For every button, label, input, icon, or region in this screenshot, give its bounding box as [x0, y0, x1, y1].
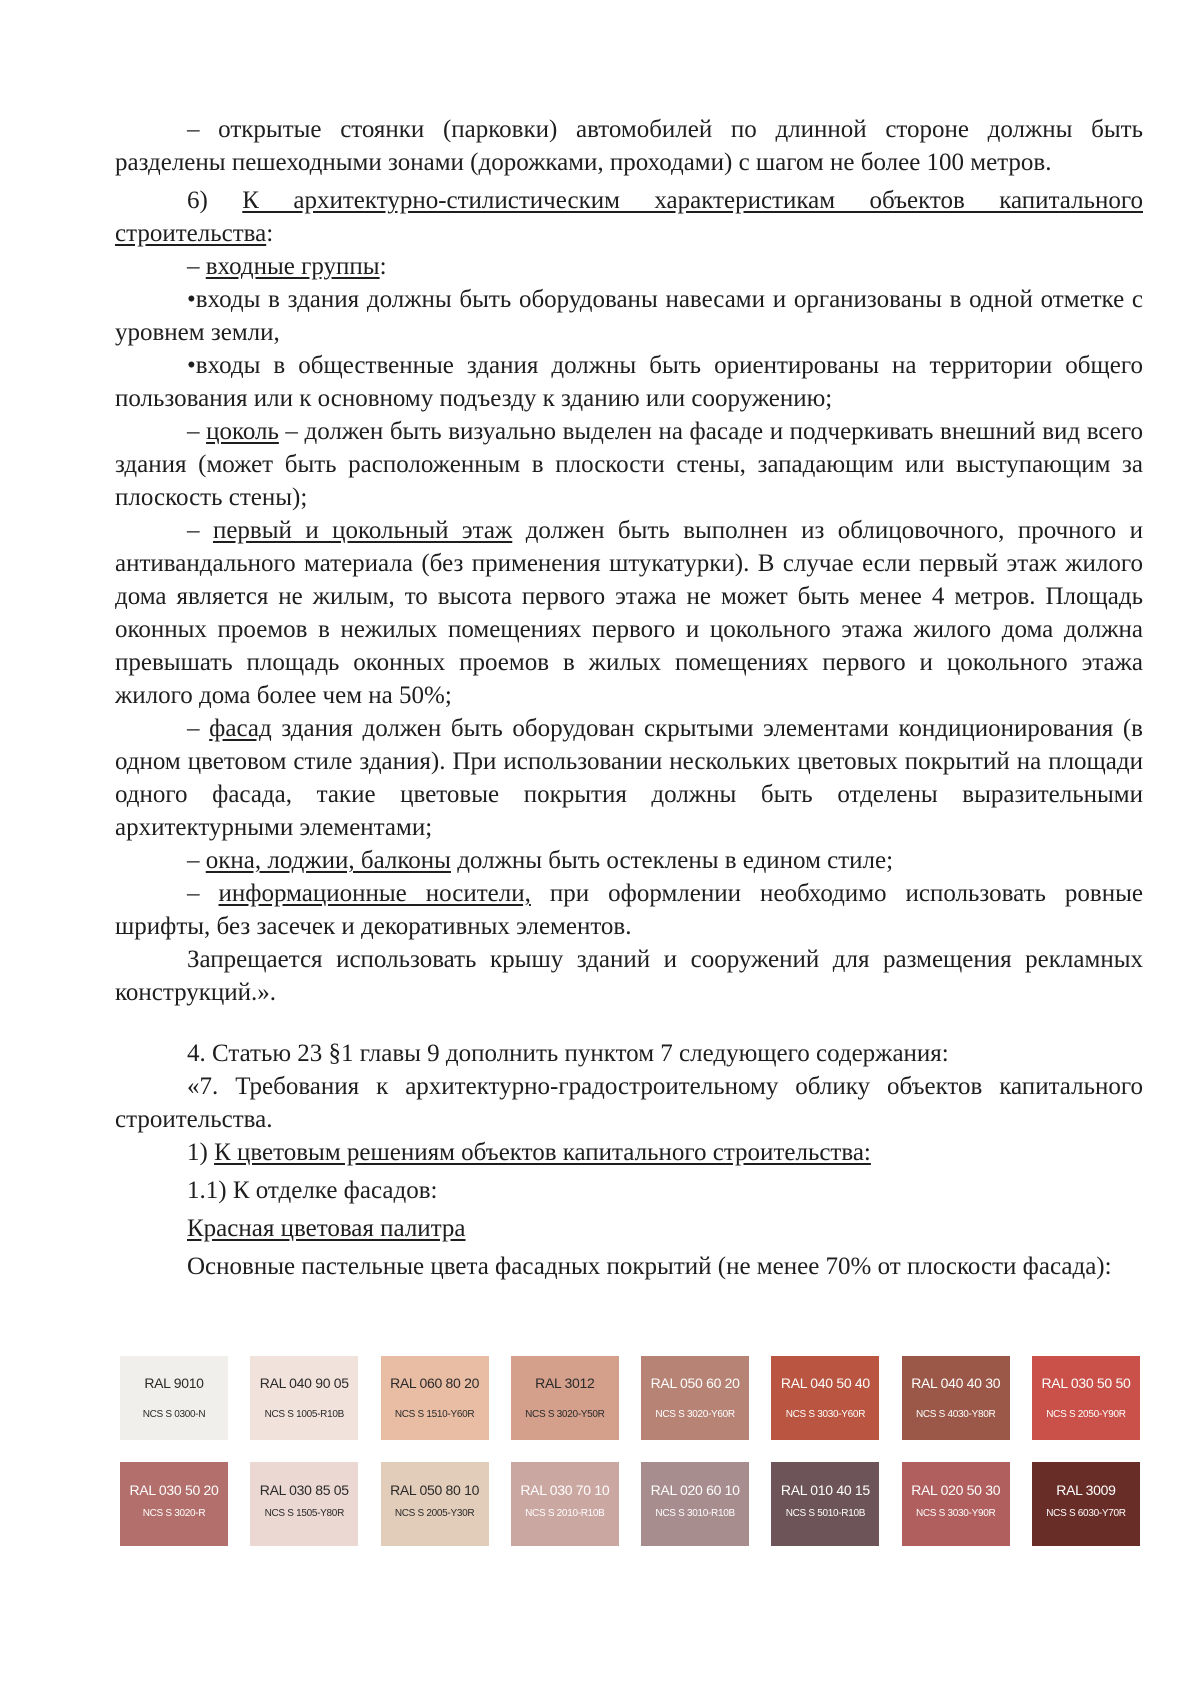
palette-row-1 — [120, 1356, 1140, 1440]
paragraph-requirements-7: «7. Требования к архитектурно-градостроительному облику объектов капитального строительства. — [115, 1073, 1143, 1133]
ncs-code: NCS S 1505-Y80R — [264, 1508, 344, 1519]
ral-code: RAL 020 60 10 — [650, 1482, 740, 1498]
ral-code: RAL 040 40 30 — [911, 1375, 1001, 1391]
first-floor-text: должен быть выполнен из облицовочного, прочного и антивандального материала (без применения штукатурки). В случае если первый этаж жилого дома является не жилым, то высота первого этажа не может быть менее 4 метров. Площадь оконных проемов в нежилых помещениях первого и цокольного этажа жилого дома должна превышать площадь оконных проемов в жилых помещениях первого и цокольного этажа жилого дома более чем на 50%; — [115, 517, 1143, 709]
entrance-groups-term: входные группы — [205, 253, 380, 280]
ncs-code: NCS S 0300-N — [142, 1409, 206, 1420]
information-carriers-text: при оформлении необходимо использовать ровные шрифты, без засечек и декоративных элементов. — [115, 880, 1143, 940]
color-swatch — [511, 1356, 619, 1440]
ncs-code: NCS S 3020-R — [142, 1508, 206, 1519]
document-body — [115, 113, 1143, 1283]
color-swatch — [120, 1356, 228, 1440]
dash: – — [187, 880, 219, 907]
ncs-code: NCS S 1510-Y60R — [394, 1409, 475, 1420]
ncs-code: NCS S 3020-Y50R — [525, 1409, 605, 1420]
red-palette-heading: Красная цветовая палитра — [187, 1215, 466, 1242]
color-swatch — [902, 1356, 1010, 1440]
windows-term: окна, лоджии, балконы — [205, 847, 451, 874]
ral-code: RAL 040 90 05 — [259, 1375, 349, 1391]
ncs-code: NCS S 4030-Y80R — [915, 1409, 996, 1420]
bullet-entrances-public: •входы в общественные здания должны быть ориентированы на территории общего пользования или к основному подъезду к зданию или сооружению; — [115, 352, 1143, 412]
color-swatch — [771, 1462, 879, 1546]
ral-code: RAL 9010 — [144, 1375, 204, 1391]
ncs-code: NCS S 2010-R10B — [525, 1508, 605, 1519]
ncs-code: NCS S 2050-Y90R — [1046, 1409, 1126, 1420]
dash: – — [187, 253, 206, 280]
dash: – — [187, 418, 207, 445]
colon: : — [379, 253, 387, 280]
dash: – — [187, 517, 213, 544]
color-swatch — [250, 1462, 358, 1546]
ral-code: RAL 3012 — [535, 1375, 595, 1391]
paragraph-information-carriers — [115, 877, 1143, 943]
paragraph-first-floor — [115, 514, 1143, 712]
color-swatch — [1032, 1356, 1140, 1440]
color-swatch — [250, 1356, 358, 1440]
color-swatch — [902, 1462, 1010, 1546]
color-swatch — [120, 1462, 228, 1546]
facade-text: здания должен быть оборудован скрытыми элементами кондиционирования (в одном цветовом стиле здания). При использовании нескольких цветовых покрытий на площади одного фасада, такие цветовые покрытия должны быть отделены выразительными архитектурными элементами; — [115, 715, 1143, 841]
ral-code: RAL 060 80 20 — [390, 1375, 480, 1391]
dash: – — [187, 715, 210, 742]
ncs-code: NCS S 3010-R10B — [655, 1508, 735, 1519]
plinth-text: – должен быть визуально выделен на фасаде и подчеркивать внешний вид всего здания (может быть расположенным в плоскости стены, западающим или выступающим за плоскость стены); — [115, 418, 1143, 511]
ncs-code: NCS S 2005-Y30R — [394, 1508, 475, 1519]
item-number: 1) — [187, 1139, 215, 1166]
ral-code: RAL 040 50 40 — [780, 1375, 870, 1391]
paragraph-facade-finishing: 1.1) К отделке фасадов: — [187, 1177, 438, 1204]
ral-code: RAL 3009 — [1056, 1482, 1116, 1498]
paragraph-roof-ban: Запрещается использовать крышу зданий и сооружений для размещения рекламных конструкций.». — [115, 946, 1143, 1006]
first-floor-term: первый и цокольный этаж — [212, 517, 513, 544]
ral-code: RAL 030 50 20 — [129, 1482, 219, 1498]
color-swatch — [771, 1356, 879, 1440]
ral-code: RAL 030 70 10 — [520, 1482, 610, 1498]
paragraph-entrance-groups — [115, 250, 1143, 283]
ncs-code: NCS S 3020-Y60R — [655, 1409, 735, 1420]
ral-code: RAL 010 40 15 — [780, 1482, 870, 1498]
paragraph-color-solutions — [115, 1136, 1143, 1169]
paragraph-facade — [115, 712, 1143, 844]
color-swatch — [1032, 1462, 1140, 1546]
paragraph-red-palette — [115, 1212, 1143, 1245]
bullet-entrances-canopies: •входы в здания должны быть оборудованы навесами и организованы в одной отметке с уровнем земли, — [115, 286, 1143, 346]
paragraph-plinth — [115, 415, 1143, 514]
ncs-code: NCS S 3030-Y60R — [785, 1409, 866, 1420]
paragraph-pastel-colors: Основные пастельные цвета фасадных покрытий (не менее 70% от плоскости фасада): — [187, 1253, 1112, 1280]
color-swatch — [641, 1356, 749, 1440]
palette-row-2 — [120, 1462, 1140, 1546]
dash: – — [187, 847, 206, 874]
section-6-colon: : — [266, 220, 274, 247]
color-swatch — [381, 1356, 489, 1440]
paragraph-parking: – открытые стоянки (парковки) автомобилей по длинной стороне должны быть разделены пешеходными зонами (дорожками, проходами) с шагом не более 100 метров. — [115, 116, 1143, 176]
information-carriers-term: информационные носители, — [218, 880, 531, 907]
ncs-code: NCS S 6030-Y70R — [1046, 1508, 1126, 1519]
ral-code: RAL 020 50 30 — [911, 1482, 1001, 1498]
plinth-term: цоколь — [206, 418, 279, 445]
color-palette — [120, 1356, 1140, 1546]
section-6-number: 6) — [187, 187, 243, 214]
ncs-code: NCS S 3030-Y90R — [915, 1508, 996, 1519]
color-solutions-heading: К цветовым решениям объектов капитального строительства: — [214, 1139, 871, 1166]
ral-code: RAL 030 85 05 — [259, 1482, 349, 1498]
ral-code: RAL 030 50 50 — [1041, 1375, 1131, 1391]
ral-code: RAL 050 80 10 — [390, 1482, 480, 1498]
paragraph-article-23: 4. Статью 23 §1 главы 9 дополнить пунктом 7 следующего содержания: — [187, 1040, 949, 1067]
ncs-code: NCS S 1005-R10B — [264, 1409, 344, 1420]
color-swatch — [641, 1462, 749, 1546]
paragraph-windows — [115, 844, 1143, 877]
color-swatch — [381, 1462, 489, 1546]
paragraph-gap — [115, 1009, 1143, 1037]
facade-term: фасад — [209, 715, 272, 742]
ncs-code: NCS S 5010-R10B — [785, 1508, 866, 1519]
windows-text: должны быть остеклены в едином стиле; — [450, 847, 894, 874]
paragraph-section-6 — [115, 184, 1143, 250]
color-swatch — [511, 1462, 619, 1546]
section-6-heading: К архитектурно-стилистическим характеристикам объектов капитального строительства — [115, 187, 1143, 247]
ral-code: RAL 050 60 20 — [650, 1375, 740, 1391]
